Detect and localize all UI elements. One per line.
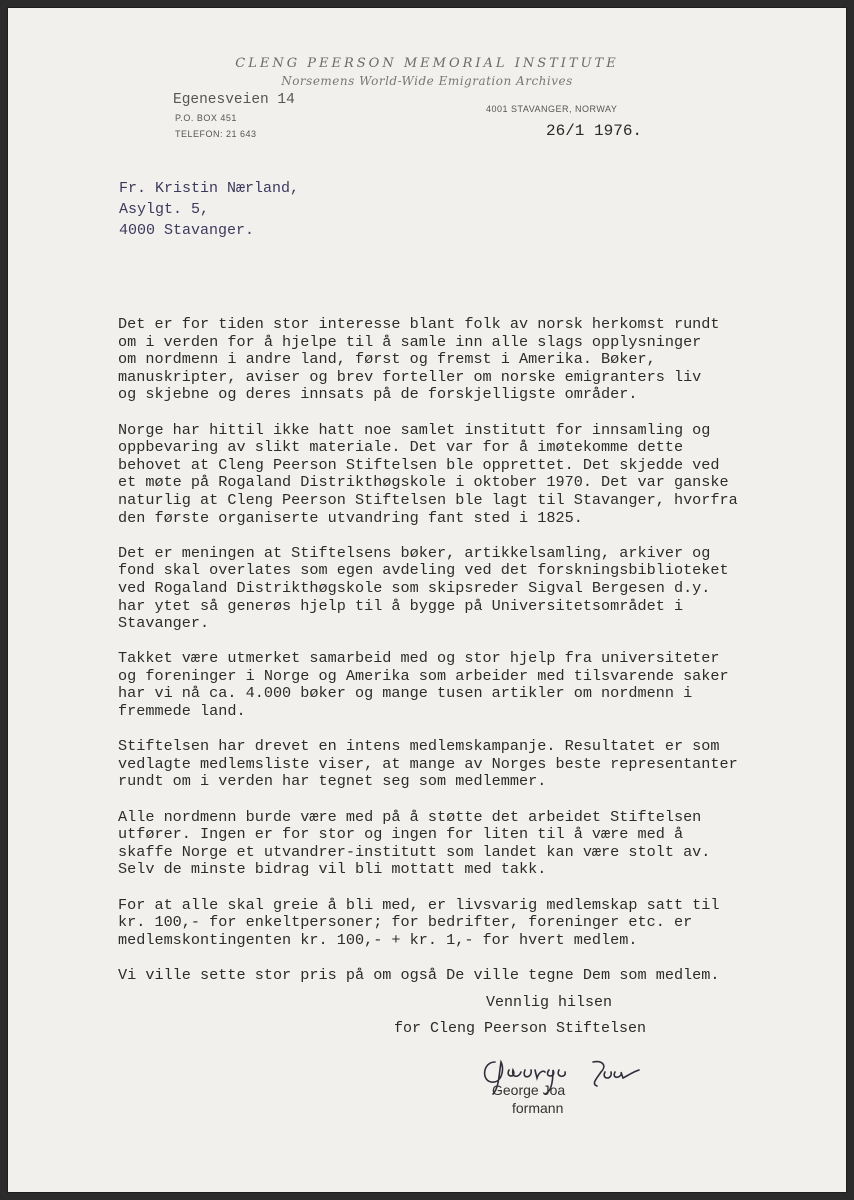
- letterhead-subtitle: Norsemens World-Wide Emigration Archives: [281, 74, 573, 88]
- recipient-address: [119, 178, 299, 241]
- letterhead-street: Egenesveien 14: [173, 92, 295, 108]
- paragraph: Takket være utmerket samarbeid med og stor hjelp fra universiteter og foreninger i Norge og Amerika som arbeider med tilsvarende saker har vi nå ca. 4.000 bøker og mange tusen artikler om nordmenn i fremmede land.: [118, 649, 729, 721]
- recipient-street: Asylgt. 5,: [119, 201, 210, 218]
- closing-greeting: Vennlig hilsen: [486, 994, 613, 1011]
- letterhead-organization: CLENG PEERSON MEMORIAL INSTITUTE: [235, 56, 619, 71]
- letterhead-city: 4001 STAVANGER, NORWAY: [486, 104, 618, 114]
- recipient-name: Fr. Kristin Nærland,: [119, 180, 300, 197]
- paragraph: Stiftelsen har drevet en intens medlemskampanje. Resultatet er som vedlagte medlemsliste viser, at mange av Norges beste representanter rundt om i verden har tegnet seg som medlemmer.: [118, 737, 738, 791]
- letterhead-telephone: TELEFON: 21 643: [175, 129, 257, 139]
- paragraph: Det er for tiden stor interesse blant folk av norsk herkomst rundt om i verden for å hjelpe til å samle inn alle slags opplysninger om nordmenn i andre land, først og fremst i Amerika. Bøker, manuskripter, aviser og brev forteller om norske emigranters liv og skjebne og deres innsats på de forskjelligste områder.: [118, 315, 720, 404]
- recipient-city: 4000 Stavanger.: [119, 222, 255, 239]
- letterhead-po-box: P.O. BOX 451: [175, 113, 237, 123]
- letter-page: [8, 8, 846, 1192]
- letter-body: [118, 316, 798, 1002]
- paragraph: Det er meningen at Stiftelsens bøker, artikkelsamling, arkiver og fond skal overlates som egen avdeling ved det forskningsbiblioteket ved Rogaland Distrikthøgskole som skipsreder Sigval Bergesen d.y. har ytet så generøs hjelp til å bygge på Universitetsområdet i Stavanger.: [118, 543, 729, 633]
- signer-role: formann: [512, 1100, 564, 1116]
- closing-on-behalf: for Cleng Peerson Stiftelsen: [394, 1020, 647, 1037]
- paragraph: For at alle skal greie å bli med, er livsvarig medlemskap satt til kr. 100,- for enkeltpersoner; for bedrifter, foreninger etc. er medlemskontingenten kr. 100,- + kr. 1,- for hvert medlem.: [118, 895, 720, 949]
- signer-name: George Joa: [492, 1082, 566, 1098]
- paragraph: Vi ville sette stor pris på om også De ville tegne Dem som medlem.: [118, 965, 720, 984]
- letter-date: 26/1 1976.: [546, 122, 643, 140]
- paragraph: Alle nordmenn burde være med på å støtte det arbeidet Stiftelsen utfører. Ingen er for stor og ingen for liten til å være med å skaffe Norge et utvandrer-institutt som landet kan være stolt av. Selv de minste bidrag vil bli mottatt med takk.: [118, 807, 711, 879]
- paragraph: Norge har hittil ikke hatt noe samlet institutt for innsamling og oppbevaring av slikt materiale. Det var for å imøtekomme dette behovet at Cleng Peerson Stiftelsen ble opprettet. Det skjedde ved et møte på Rogaland Distrikthøgskole i oktober 1970. Det var ganske naturlig at Cleng Peerson Stiftelsen ble lagt til Stavanger, hvorfra den første organiserte utvandring fant sted i 1825.: [118, 420, 738, 527]
